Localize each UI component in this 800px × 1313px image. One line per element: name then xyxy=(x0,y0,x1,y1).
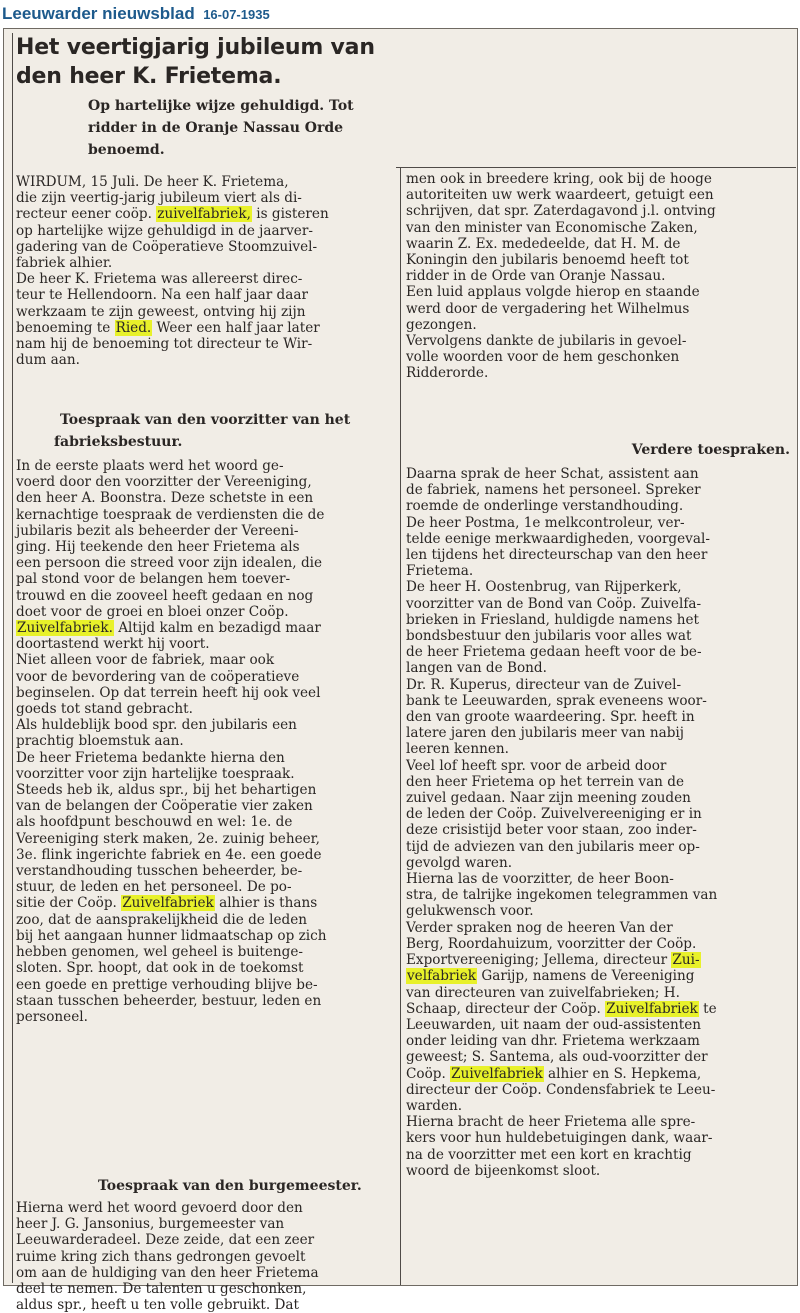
highlighted-search-term: Zui- xyxy=(672,952,700,969)
text-line: den heer A. Boonstra. Deze schetste in een xyxy=(16,490,314,507)
text-line: een persoon die streed voor zijn idealen, die xyxy=(16,555,323,572)
text-line: prachtig bloemstuk aan. xyxy=(16,733,184,750)
newspaper-name: Leeuwarder nieuwsblad xyxy=(2,4,195,23)
text-line: Veel lof heeft spr. voor de arbeid door xyxy=(406,757,667,774)
article-subheadline xyxy=(88,95,388,161)
subhead-line: ridder in de Oranje Nassau Orde xyxy=(88,120,344,136)
text-line: geweest; S. Santema, als oud-voorzitter der xyxy=(406,1049,708,1066)
text-line: Een luid applaus volgde hierop en staande xyxy=(406,284,700,301)
text-line: nam hij de benoeming tot directeur te Wir- xyxy=(16,336,313,353)
newspaper-clipping xyxy=(3,28,798,1313)
text-line xyxy=(16,320,392,336)
text-line: Leeuwarderadeel. Deze zeide, dat een zeer xyxy=(16,1232,315,1249)
text-line: staan tusschen beheerder, bestuur, leden en xyxy=(16,992,322,1009)
text-line: zuivel gedaan. Naar zijn meening zouden xyxy=(406,790,691,807)
text-fragment: recteur eener coöp. xyxy=(16,206,157,223)
text-line: roemde de onderlinge verstandhouding. xyxy=(406,498,684,515)
text-line: bondsbestuur den jubilaris voor alles wat xyxy=(406,628,692,645)
text-line: men ook in breedere kring, ook bij de hooge xyxy=(406,171,712,187)
text-fragment: alhier is thans xyxy=(214,895,318,912)
column-rule-top xyxy=(396,167,796,168)
text-fragment: Schaap, directeur der Coöp. xyxy=(406,1000,606,1017)
text-line: Als huldeblijk bood spr. den jubilaris een xyxy=(16,717,297,734)
text-fragment: Garijp, namens de Vereeniging xyxy=(477,968,695,985)
text-line: die zijn veertig-jarig jubileum viert als di- xyxy=(16,190,302,207)
publication-date: 16-07-1935 xyxy=(203,7,270,22)
highlighted-search-term: Ried. xyxy=(115,319,152,336)
text-line: gezongen. xyxy=(406,316,477,333)
text-line: de leden der Coöp. Zuivelvereeniging er in xyxy=(406,806,702,823)
text-line: na de voorzitter met een kort en krachtig xyxy=(406,1146,692,1163)
text-line: deel te nemen. De talenten u geschonken, xyxy=(16,1281,307,1298)
section-heading-line: Toespraak van den voorzitter van het xyxy=(60,412,351,428)
text-line: heer J. G. Jansonius, burgemeester van xyxy=(16,1216,285,1233)
text-line: een goede en prettige verhouding blijve be- xyxy=(16,976,318,993)
section-heading-verdere xyxy=(614,439,790,461)
text-line: volle woorden voor de hem geschonken xyxy=(406,349,680,366)
column-2-verdere-text xyxy=(406,466,792,1179)
text-line: werkzaam te zijn geweest, ontving hij zijn xyxy=(16,303,306,320)
text-fragment: Weer een half jaar later xyxy=(152,319,320,336)
highlighted-search-term: Zuivelfabriek. xyxy=(17,620,113,637)
text-line: zoo, dat de aansprakelijkheid die de leden xyxy=(16,911,308,928)
text-line: goeds tot stand gebracht. xyxy=(16,701,193,718)
text-line: langen van de Bond. xyxy=(406,660,547,677)
text-line: van de belangen der Coöperatie vier zaken xyxy=(16,798,313,815)
text-fragment: alhier en S. Hepkema, xyxy=(543,1065,702,1082)
text-line: Berg, Roordahuizum, voorzitter der Coöp. xyxy=(406,935,697,952)
text-line: WIRDUM, 15 Juli. De heer K. Frietema, xyxy=(16,174,289,190)
text-fragment: sitie der Coöp. xyxy=(16,895,122,912)
text-line: gadering van de Coöperatieve Stoomzuivel- xyxy=(16,238,318,255)
text-line: dum aan. xyxy=(16,352,80,369)
text-line: In de eerste plaats werd het woord ge- xyxy=(16,458,284,474)
text-line: aldus spr., heeft u ten volle gebruikt. Dat xyxy=(16,1297,299,1313)
text-line: deze crisistijd beter voor staan, zoo inder- xyxy=(406,822,697,839)
text-line: den heer Frietema op het terrein van de xyxy=(406,773,685,790)
text-line xyxy=(406,952,792,968)
text-line: de fabriek, namens het personeel. Spreker xyxy=(406,482,701,499)
text-line: om aan de huldiging van den heer Frietema xyxy=(16,1264,319,1281)
text-line: gevolgd waren. xyxy=(406,854,513,871)
text-line: Vereeniging sterk maken, 2e. zuinig beheer, xyxy=(16,830,320,847)
text-line: ruime kring zich thans gedrongen gevoelt xyxy=(16,1248,306,1265)
text-fragment: is gisteren xyxy=(251,206,329,223)
text-line: tijd de adviezen van den jubilaris meer op- xyxy=(406,838,700,855)
text-line: voorzitter van de Bond van Coöp. Zuivelfa- xyxy=(406,595,702,612)
text-line: directeur der Coöp. Condensfabriek te Leeu- xyxy=(406,1081,716,1098)
text-line: gelukwensch voor. xyxy=(406,903,534,920)
text-line: ging. Hij teekende den heer Frietema als xyxy=(16,539,300,556)
section-heading-voorzitter xyxy=(54,409,390,453)
section-heading-line: fabrieksbestuur. xyxy=(54,434,183,450)
section-heading-burgemeester xyxy=(98,1175,388,1197)
article-headline xyxy=(16,33,388,91)
highlighted-search-term: Zuivelfabriek xyxy=(122,895,214,912)
text-line xyxy=(406,968,792,984)
text-line: Leeuwarden, uit naam der oud-assistenten xyxy=(406,1016,702,1033)
headline-line: den heer K. Frietema. xyxy=(16,64,282,89)
subhead-line: Op hartelijke wijze gehuldigd. Tot xyxy=(88,98,354,114)
text-line: voor de bevordering van de coöperatieve xyxy=(16,668,300,685)
column-1-intro xyxy=(16,174,392,368)
text-fragment: Exportvereeniging; Jellema, directeur xyxy=(406,952,672,969)
text-line: Koningin den jubilaris benoemd heeft tot xyxy=(406,252,689,269)
text-line: hebben genomen, wel geheel is buitenge- xyxy=(16,944,304,961)
text-line: Ridderorde. xyxy=(406,365,489,382)
column-rule-middle xyxy=(400,167,401,1285)
text-line xyxy=(16,620,392,636)
text-line: leeren kennen. xyxy=(406,741,509,758)
text-line xyxy=(406,1001,792,1017)
text-line: teur te Hellendoorn. Na een half jaar daar xyxy=(16,287,308,304)
section-heading-line: Toespraak van den burgemeester. xyxy=(98,1178,362,1194)
text-line xyxy=(16,206,392,222)
text-line: onder leiding van dhr. Frietema werkzaam xyxy=(406,1033,700,1050)
text-line: op hartelijke wijze gehuldigd in de jaarver- xyxy=(16,222,313,239)
text-line: bank te Leeuwarden, sprak eveneens woor- xyxy=(406,692,707,709)
text-line: brieken in Friesland, huldigde namens het xyxy=(406,611,700,628)
text-line: De heer H. Oostenbrug, van Rijperkerk, xyxy=(406,579,682,596)
text-line: Vervolgens dankte de jubilaris in gevoel- xyxy=(406,333,687,350)
highlighted-search-term: velfabriek xyxy=(407,968,477,985)
column-2-continuation xyxy=(406,171,792,382)
text-line: voerd door den voorzitter der Vereeniging, xyxy=(16,474,312,491)
text-line: warden. xyxy=(406,1097,463,1114)
text-line: 3e. flink ingerichte fabriek en 4e. een goede xyxy=(16,846,322,863)
text-line: verstandhouding tusschen beheerder, be- xyxy=(16,863,303,880)
column-1-voorzitter-text xyxy=(16,458,392,1025)
masthead xyxy=(2,4,270,26)
text-line xyxy=(406,1066,792,1082)
text-line: doet voor de groei en bloei onzer Coöp. xyxy=(16,603,289,620)
text-line: de heer Frietema gedaan heeft voor de be- xyxy=(406,644,702,661)
text-line xyxy=(16,895,392,911)
column-rule-left xyxy=(12,33,13,1283)
text-line: telde eenige merkwaardigheden, voorgeval- xyxy=(406,530,710,547)
section-heading-line: Verdere toespraken. xyxy=(631,442,790,458)
column-1-burgemeester-text xyxy=(16,1200,392,1313)
text-line: stuur, de leden en het personeel. De po- xyxy=(16,879,292,896)
text-line: Niet alleen voor de fabriek, maar ook xyxy=(16,652,275,669)
highlighted-search-term: Zuivelfabriek xyxy=(451,1065,543,1082)
text-line: kers voor hun huldebetuigingen dank, waar- xyxy=(406,1130,713,1147)
text-line: Steeds heb ik, aldus spr., bij het behartigen xyxy=(16,782,317,799)
text-line: trouwd en die zooveel heeft gedaan en nog xyxy=(16,587,314,604)
text-line: pal stond voor de belangen hem toever- xyxy=(16,571,291,588)
text-fragment: te xyxy=(698,1000,717,1017)
text-line: latere jaren den jubilaris meer van nabij xyxy=(406,725,684,742)
text-line: Dr. R. Kuperus, directeur van de Zuivel- xyxy=(406,676,682,693)
text-line: autoriteiten uw werk waardeert, getuigt een xyxy=(406,187,714,204)
subhead-line: benoemd. xyxy=(88,142,165,158)
text-line: beginselen. Op dat terrein heeft hij ook veel xyxy=(16,684,321,701)
text-line: personeel. xyxy=(16,1008,88,1025)
text-line: van den minister van Economische Zaken, xyxy=(406,219,698,236)
text-line: sloten. Spr. hoopt, dat ook in de toekomst xyxy=(16,960,304,977)
highlighted-search-term: zuivelfabriek, xyxy=(157,206,251,223)
text-line: len tijdens het directeurschap van den heer xyxy=(406,547,708,564)
text-line: De heer Frietema bedankte hierna den xyxy=(16,749,285,766)
text-line: werd door de vergadering het Wilhelmus xyxy=(406,300,690,317)
text-fragment: benoeming te xyxy=(16,319,115,336)
text-line: ridder in de Orde van Oranje Nassau. xyxy=(406,268,666,285)
text-line: doortastend werkt hij voort. xyxy=(16,636,210,653)
text-line: Daarna sprak de heer Schat, assistent aan xyxy=(406,466,699,482)
text-line: kernachtige toespraak de verdiensten die de xyxy=(16,506,325,523)
text-fragment: Coöp. xyxy=(406,1065,451,1082)
text-line: Hierna las de voorzitter, de heer Boon- xyxy=(406,871,674,888)
text-line: Hierna bracht de heer Frietema alle spre- xyxy=(406,1114,696,1131)
text-line: voorzitter voor zijn hartelijke toespraak. xyxy=(16,765,295,782)
text-line: jubilaris bezit als beheerder der Vereeni- xyxy=(16,522,299,539)
text-line: als hoofdpunt beschouwd en wel: 1e. de xyxy=(16,814,293,831)
text-line: waarin Z. Ex. mededeelde, dat H. M. de xyxy=(406,235,681,252)
highlighted-search-term: Zuivelfabriek xyxy=(606,1000,698,1017)
text-fragment: Altijd kalm en bezadigd maar xyxy=(113,620,321,637)
text-line: den van groote waardeering. Spr. heeft in xyxy=(406,709,695,726)
text-line: bij het aangaan hunner lidmaatschap op zich xyxy=(16,927,327,944)
text-line: woord de bijeenkomst sloot. xyxy=(406,1162,601,1179)
text-line: stra, de talrijke ingekomen telegrammen van xyxy=(406,887,718,904)
text-line: Hierna werd het woord gevoerd door den xyxy=(16,1200,303,1216)
text-line: De heer K. Frietema was allereerst direc- xyxy=(16,271,303,288)
text-line: schrijven, dat spr. Zaterdagavond j.l. ontving xyxy=(406,203,716,220)
text-line: De heer Postma, 1e melkcontroleur, ver- xyxy=(406,514,685,531)
text-line: van directeuren van zuivelfabrieken; H. xyxy=(406,984,680,1001)
text-line: fabriek alhier. xyxy=(16,255,113,272)
headline-line: Het veertigjarig jubileum van xyxy=(16,35,375,60)
text-line: Verder spraken nog de heeren Van der xyxy=(406,919,673,936)
text-line: Frietema. xyxy=(406,563,474,580)
